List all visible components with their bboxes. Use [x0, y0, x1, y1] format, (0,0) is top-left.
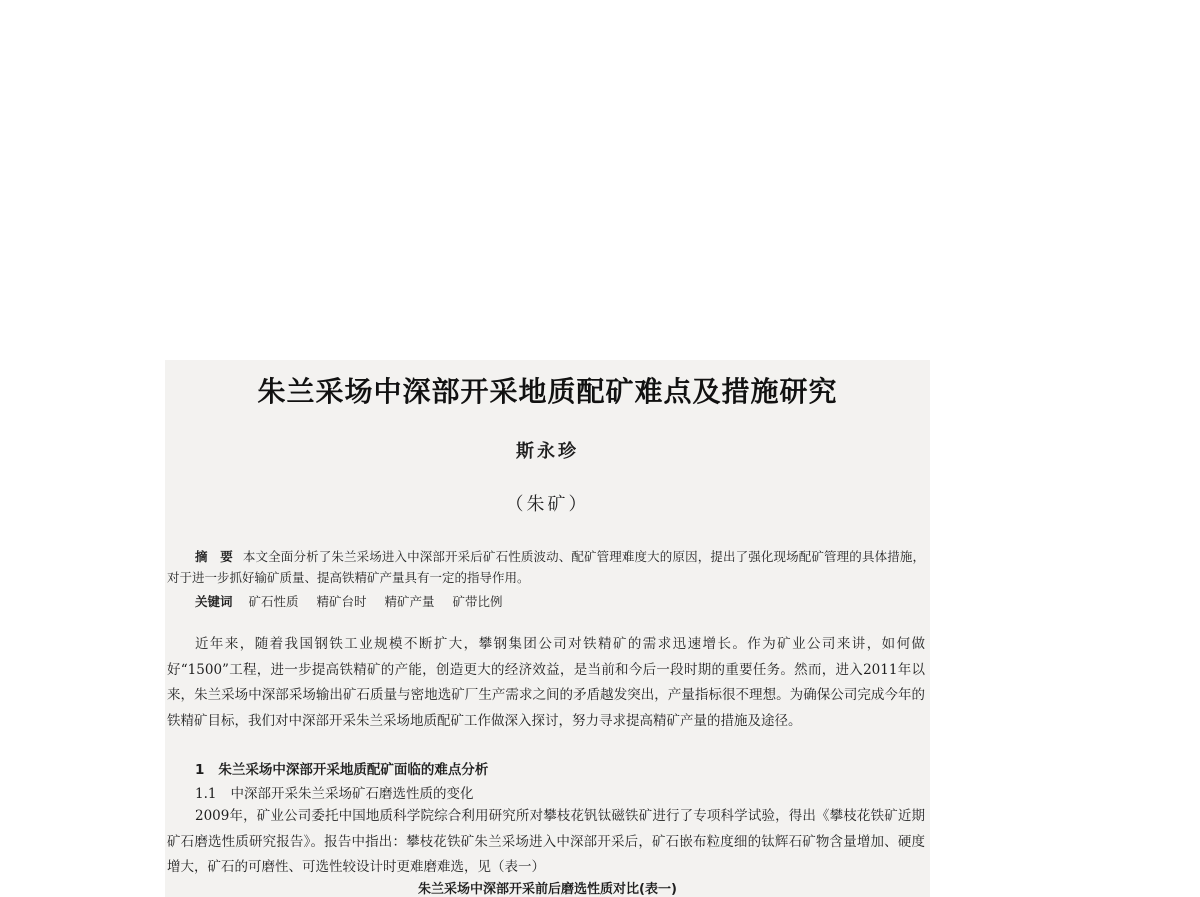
abstract-text: 本文全面分析了朱兰采场进入中深部开采后矿石性质波动、配矿管理难度大的原因，提出了强化现场配矿管理的具体措施，对于进一步抓好输矿质量、提高铁精矿产量具有一定的指导作用。: [167, 549, 925, 585]
subsection-title: 中深部开采朱兰采场矿石磨选性质的变化: [230, 786, 474, 802]
subsection-number: 1.1: [195, 786, 217, 802]
keyword: 矿带比例: [452, 594, 503, 609]
abstract: [167, 546, 925, 588]
keyword: 矿石性质: [248, 594, 299, 609]
keyword: 精矿台时: [316, 594, 367, 609]
intro-paragraph: 近年来，随着我国钢铁工业规模不断扩大，攀钢集团公司对铁精矿的需求迅速增长。作为矿业公司来讲，如何做好“1500”工程，进一步提高铁精矿的产能，创造更大的经济效益，是当前和今后一段时期的重要任务。然而，进入2011年以来，朱兰采场中深部采场输出矿石质量与密地选矿厂生产需求之间的矛盾越发突出，产量指标很不理想。为确保公司完成今年的铁精矿目标，我们对中深部开采朱兰采场地质配矿工作做深入探讨，努力寻求提高精矿产量的措施及途径。: [167, 636, 925, 729]
abstract-label: 摘 要: [195, 549, 233, 564]
table-caption: 朱兰采场中深部开采前后磨选性质对比(表一): [418, 882, 677, 897]
subsection-heading: [195, 782, 473, 802]
keywords: [195, 592, 517, 610]
author-name: 斯永珍: [516, 441, 579, 462]
section-number: 1: [195, 762, 205, 778]
body-paragraph: 2009年，矿业公司委托中国地质科学院综合利用研究所对攀枝花钒钛磁铁矿进行了专项科学试验，得出《攀枝花铁矿近期矿石磨选性质研究报告》。报告中指出：攀枝花铁矿朱兰采场进入中深部开采后，矿石嵌布粒度细的钛辉石矿物含量增加、硬度增大，矿石的可磨性、可选性较设计时更难磨难选，见（表一）: [167, 808, 925, 875]
section-heading: [195, 758, 488, 778]
keywords-label: 关键词: [195, 594, 233, 609]
scanned-page: [165, 360, 930, 897]
keyword: 精矿产量: [384, 594, 435, 609]
author-affiliation: （朱矿）: [505, 494, 590, 515]
article-title: 朱兰采场中深部开采地质配矿难点及措施研究: [257, 375, 838, 408]
section-title: 朱兰采场中深部开采地质配矿面临的难点分析: [218, 762, 489, 778]
